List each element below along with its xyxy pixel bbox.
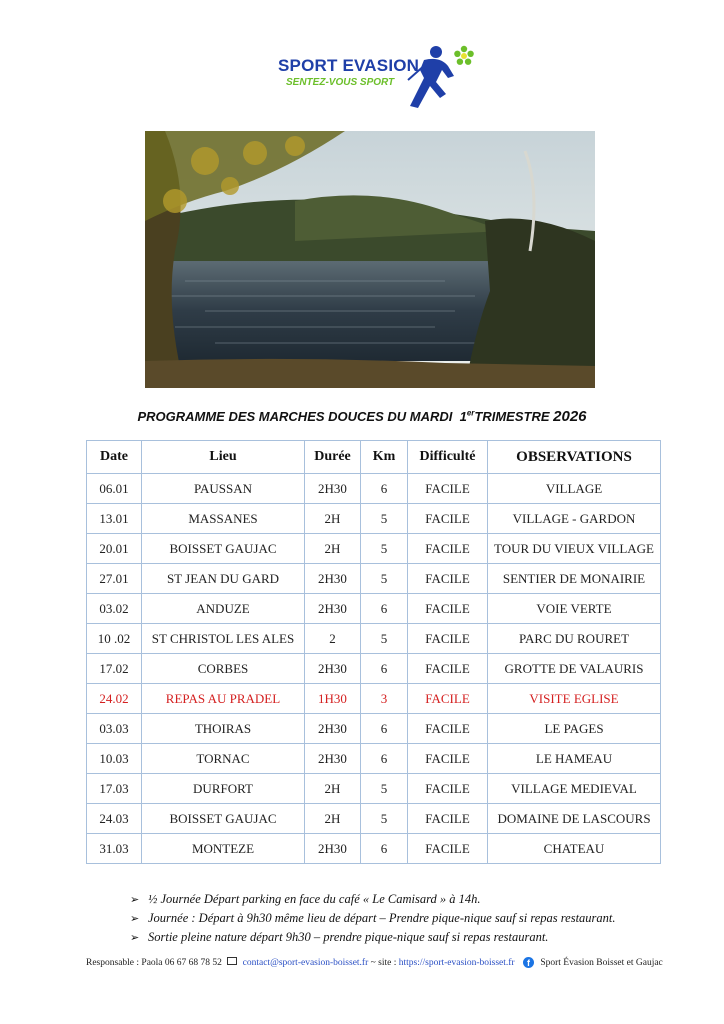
cell-km: 5 <box>361 534 408 564</box>
quarter-number: 1 <box>459 409 467 424</box>
cell-lieu: BOISSET GAUJAC <box>142 534 305 564</box>
program-title <box>0 408 724 425</box>
cell-lieu: BOISSET GAUJAC <box>142 804 305 834</box>
cell-date: 10.03 <box>87 744 142 774</box>
table-header-row <box>87 441 661 474</box>
footer-responsable: Responsable : Paola 06 67 68 78 52 <box>86 958 222 968</box>
cell-duree: 2H30 <box>305 744 361 774</box>
cell-observations: VILLAGE <box>488 474 661 504</box>
cell-observations: VOIE VERTE <box>488 594 661 624</box>
table-row <box>87 564 661 594</box>
table-row <box>87 594 661 624</box>
cell-lieu: ANDUZE <box>142 594 305 624</box>
cell-date: 31.03 <box>87 834 142 864</box>
cell-km: 6 <box>361 654 408 684</box>
cell-date: 13.01 <box>87 504 142 534</box>
cell-km: 5 <box>361 504 408 534</box>
cell-km: 6 <box>361 834 408 864</box>
cell-difficulte: FACILE <box>408 654 488 684</box>
cell-lieu: MASSANES <box>142 504 305 534</box>
cell-observations: VILLAGE - GARDON <box>488 504 661 534</box>
arrow-bullet-icon: ➢ <box>130 894 140 906</box>
footer <box>86 957 663 968</box>
mail-icon <box>227 957 237 965</box>
cell-duree: 2H <box>305 534 361 564</box>
cell-date: 24.02 <box>87 684 142 714</box>
table-row <box>87 534 661 564</box>
cell-km: 5 <box>361 624 408 654</box>
lake-autumn-photo <box>145 131 595 388</box>
logo-tagline: SENTEZ-VOUS SPORT <box>286 77 395 88</box>
cell-lieu: ST CHRISTOL LES ALES <box>142 624 305 654</box>
cell-duree: 2H30 <box>305 474 361 504</box>
cell-lieu: REPAS AU PRADEL <box>142 684 305 714</box>
cell-observations: LE HAMEAU <box>488 744 661 774</box>
arrow-bullet-icon: ➢ <box>130 932 140 944</box>
cell-date: 17.03 <box>87 774 142 804</box>
cell-duree: 2H30 <box>305 564 361 594</box>
table-row <box>87 744 661 774</box>
cell-km: 3 <box>361 684 408 714</box>
cell-duree: 2 <box>305 624 361 654</box>
runner-icon <box>396 42 476 114</box>
cell-difficulte: FACILE <box>408 624 488 654</box>
cell-km: 5 <box>361 804 408 834</box>
cell-km: 6 <box>361 714 408 744</box>
cell-date: 03.02 <box>87 594 142 624</box>
note-text: Sortie pleine nature départ 9h30 – prendre pique-nique sauf si repas restaurant. <box>148 930 549 944</box>
cell-duree: 2H30 <box>305 654 361 684</box>
cell-date: 17.02 <box>87 654 142 684</box>
cell-duree: 1H30 <box>305 684 361 714</box>
table-row <box>87 474 661 504</box>
cell-lieu: PAUSSAN <box>142 474 305 504</box>
quarter-label: TRIMESTRE <box>474 409 550 424</box>
header-date: Date <box>87 441 142 474</box>
cell-observations: TOUR DU VIEUX VILLAGE <box>488 534 661 564</box>
cell-observations: PARC DU ROURET <box>488 624 661 654</box>
cell-km: 5 <box>361 564 408 594</box>
cell-lieu: ST JEAN DU GARD <box>142 564 305 594</box>
cell-observations: LE PAGES <box>488 714 661 744</box>
cell-difficulte: FACILE <box>408 684 488 714</box>
cell-date: 03.03 <box>87 714 142 744</box>
cell-difficulte: FACILE <box>408 804 488 834</box>
cell-lieu: CORBES <box>142 654 305 684</box>
header-duree: Durée <box>305 441 361 474</box>
cell-difficulte: FACILE <box>408 534 488 564</box>
cell-observations: GROTTE DE VALAURIS <box>488 654 661 684</box>
cell-date: 06.01 <box>87 474 142 504</box>
note-text: ½ Journée Départ parking en face du café « Le Camisard » à 14h. <box>148 892 481 906</box>
header-difficulte: Difficulté <box>408 441 488 474</box>
cell-observations: DOMAINE DE LASCOURS <box>488 804 661 834</box>
list-item <box>130 890 616 909</box>
cell-km: 6 <box>361 744 408 774</box>
note-text: Journée : Départ à 9h30 même lieu de départ – Prendre pique-nique sauf si repas restaurant. <box>148 911 616 925</box>
footer-site-prefix: ~ site : <box>370 958 397 968</box>
table-row <box>87 774 661 804</box>
cell-duree: 2H <box>305 504 361 534</box>
cell-lieu: MONTEZE <box>142 834 305 864</box>
table-row <box>87 654 661 684</box>
header-km: Km <box>361 441 408 474</box>
cell-duree: 2H30 <box>305 714 361 744</box>
cell-km: 6 <box>361 594 408 624</box>
cell-difficulte: FACILE <box>408 774 488 804</box>
cell-observations: VILLAGE MEDIEVAL <box>488 774 661 804</box>
cell-observations: CHATEAU <box>488 834 661 864</box>
table-row <box>87 504 661 534</box>
table-row <box>87 804 661 834</box>
cell-difficulte: FACILE <box>408 504 488 534</box>
cell-difficulte: FACILE <box>408 744 488 774</box>
cell-date: 27.01 <box>87 564 142 594</box>
cell-lieu: TORNAC <box>142 744 305 774</box>
list-item <box>130 909 616 928</box>
program-title-text: PROGRAMME DES MARCHES DOUCES DU MARDI <box>137 409 453 424</box>
walks-table <box>86 440 661 864</box>
cell-difficulte: FACILE <box>408 474 488 504</box>
logo-title: SPORT EVASION <box>278 56 420 75</box>
arrow-bullet-icon: ➢ <box>130 913 140 925</box>
cell-duree: 2H30 <box>305 594 361 624</box>
lake-photo <box>145 131 595 388</box>
club-logo <box>278 42 478 114</box>
table-row-highlighted <box>87 684 661 714</box>
cell-date: 20.01 <box>87 534 142 564</box>
notes-list <box>130 890 616 947</box>
table-row <box>87 834 661 864</box>
cell-difficulte: FACILE <box>408 594 488 624</box>
footer-site-link[interactable]: https://sport-evasion-boisset.fr <box>398 958 515 968</box>
cell-duree: 2H <box>305 774 361 804</box>
program-year: 2026 <box>553 408 587 425</box>
table-row <box>87 714 661 744</box>
cell-date: 10 .02 <box>87 624 142 654</box>
cell-date: 24.03 <box>87 804 142 834</box>
cell-km: 5 <box>361 774 408 804</box>
cell-lieu: DURFORT <box>142 774 305 804</box>
header-observations: OBSERVATIONS <box>488 441 661 474</box>
facebook-icon[interactable]: f <box>523 957 534 968</box>
cell-lieu: THOIRAS <box>142 714 305 744</box>
cell-difficulte: FACILE <box>408 714 488 744</box>
cell-duree: 2H30 <box>305 834 361 864</box>
quarter-suffix: er <box>466 408 475 418</box>
footer-email-link[interactable]: contact@sport-evasion-boisset.fr <box>242 958 369 968</box>
table-row <box>87 624 661 654</box>
cell-observations: VISITE EGLISE <box>488 684 661 714</box>
cell-difficulte: FACILE <box>408 564 488 594</box>
list-item <box>130 928 616 947</box>
footer-facebook-label[interactable]: Sport Évasion Boisset et Gaujac <box>540 958 663 968</box>
cell-difficulte: FACILE <box>408 834 488 864</box>
cell-km: 6 <box>361 474 408 504</box>
header-lieu: Lieu <box>142 441 305 474</box>
cell-duree: 2H <box>305 804 361 834</box>
cell-observations: SENTIER DE MONAIRIE <box>488 564 661 594</box>
